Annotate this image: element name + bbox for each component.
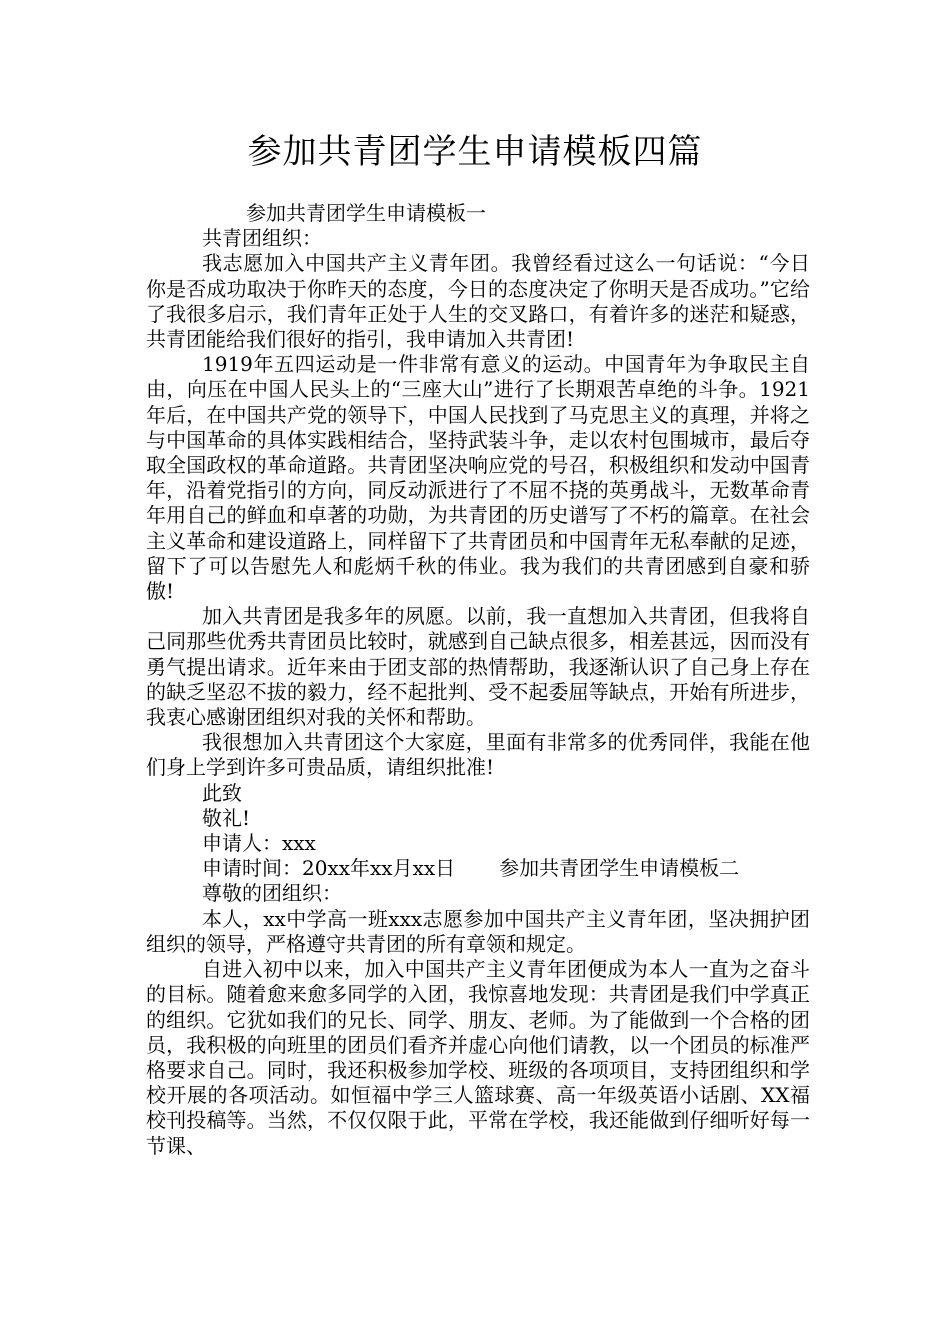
salutation: 尊敬的团组织： xyxy=(202,881,342,906)
application-date: 申请时间：20xx年xx月xx日 xyxy=(202,856,456,881)
salutation: 共青团组织： xyxy=(202,226,322,251)
paragraph: 我很想加入共青团这个大家庭，里面有非常多的优秀同伴，我能在他们身上学到许多可贵品质，请组织批准! xyxy=(146,730,810,780)
applicant-line: 申请人：xxx xyxy=(202,831,316,856)
closing-line: 此致 xyxy=(202,780,242,805)
document-title: 参加共青团学生申请模板四篇 xyxy=(247,132,703,172)
closing-line: 敬礼! xyxy=(202,805,251,830)
section-heading-1: 参加共青团学生申请模板一 xyxy=(246,201,486,225)
section-heading-2: 参加共青团学生申请模板二 xyxy=(499,856,740,881)
paragraph: 1919年五四运动是一件非常有意义的运动。中国青年为争取民主自由，向压在中国人民头上的“三座大山”进行了长期艰苦卓绝的斗争。1921年后，在中国共产党的领导下，中国人民找到了马克思主义的真理，并将之与中国革命的具体实践相结合，坚持武装斗争，走以农村包围城市，最后夺取全国政权的革命道路。共青团坚决响应党的号召，积极组织和发动中国青年，沿着党指引的方向，同反动派进行了不屈不挠的英勇战斗，无数革命青年用自己的鲜血和卓著的功勋，为共青团的历史谱写了不朽的篇章。在社会主义革命和建设道路上，同样留下了共青团员和中国青年无私奉献的足迹，留下了可以告慰先人和彪炳千秋的伟业。我为我们的共青团感到自豪和骄傲! xyxy=(146,352,810,604)
document-body xyxy=(146,201,810,1159)
paragraph: 加入共青团是我多年的夙愿。以前，我一直想加入共青团，但我将自己同那些优秀共青团员比较时，就感到自己缺点很多，相差甚远，因而没有勇气提出请求。近年来由于团支部的热情帮助，我逐渐认识了自己身上存在的缺乏坚忍不拔的毅力，经不起批判、受不起委屈等缺点，开始有所进步，我衷心感谢团组织对我的关怀和帮助。 xyxy=(146,604,810,730)
date-line xyxy=(146,856,810,881)
paragraph: 我志愿加入中国共产主义青年团。我曾经看过这么一句话说：“今日你是否成功取决于你昨天的态度，今日的态度决定了你明天是否成功。”它给了我很多启示，我们青年正处于人生的交叉路口，有着许多的迷茫和疑惑，共青团能给我们很好的指引，我申请加入共青团! xyxy=(146,251,810,352)
paragraph: 本人，xx中学高一班xxx志愿参加中国共产主义青年团，坚决拥护团组织的领导，严格遵守共青团的所有章领和规定。 xyxy=(146,906,810,956)
paragraph: 自进入初中以来，加入中国共产主义青年团便成为本人一直为之奋斗的目标。随着愈来愈多同学的入团，我惊喜地发现：共青团是我们中学真正的组织。它犹如我们的兄长、同学、朋友、老师。为了能做到一个合格的团员，我积极的向班里的团员们看齐并虚心向他们请教，以一个团员的标准严格要求自己。同时，我还积极参加学校、班级的各项项目，支持团组织和学校开展的各项活动。如恒福中学三人篮球赛、高一年级英语小话剧、XX福校刊投稿等。当然，不仅仅限于此，平常在学校，我还能做到仔细听好每一节课、 xyxy=(146,957,810,1158)
